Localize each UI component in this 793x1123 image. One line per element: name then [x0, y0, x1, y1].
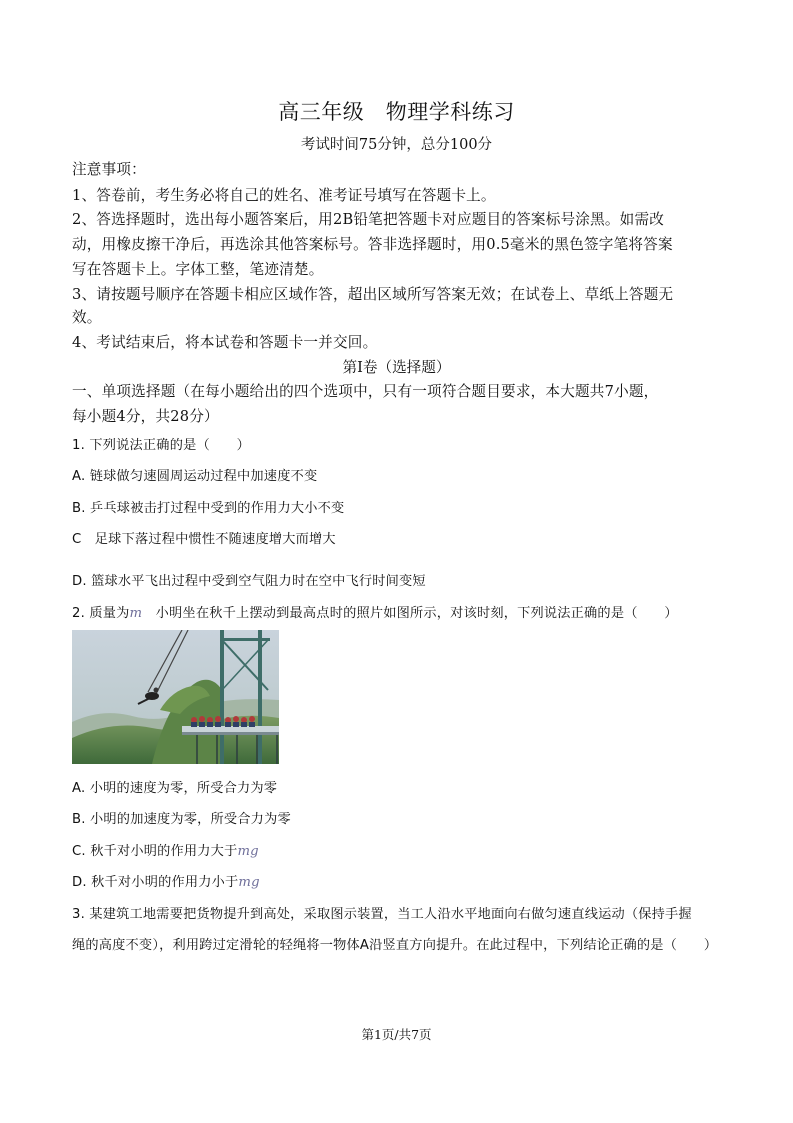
notice-item-2-line-3: 写在答题卡上。字体工整，笔迹清楚。 [72, 261, 324, 278]
q1-option-a: A. 链球做匀速圆周运动过程中加速度不变 [72, 469, 318, 484]
section-title: 第Ⅰ卷（选择题） [342, 359, 451, 376]
page-title: 高三年级 物理学科练习 [278, 100, 515, 124]
notice-item-4: 4、考试结束后，将本试卷和答题卡一并交回。 [72, 334, 378, 351]
notice-item-1: 1、答卷前，考生务必将自己的姓名、准考证号填写在答题卡上。 [72, 187, 496, 204]
notice-item-3-line-1: 3、请按题号顺序在答题卡相应区域作答，超出区域所写答案无效；在试卷上、草纸上答题无 [72, 286, 674, 303]
page-footer: 第1页/共7页 [361, 1027, 432, 1042]
mg-symbol: mg [237, 844, 259, 859]
q1-option-c: C 足球下落过程中惯性不随速度增大而增大 [72, 532, 336, 547]
q2-option-d [72, 871, 260, 890]
swing-photo-illustration [72, 630, 279, 764]
q3-stem-line-1: 3. 某建筑工地需要把货物提升到高处，采取图示装置，当工人沿水平地面向右做匀速直线运动（保持手握 [72, 907, 692, 922]
q2-option-a: A. 小明的速度为零，所受合力为零 [72, 781, 278, 796]
q2-option-c [72, 840, 259, 859]
q2-stem [72, 602, 678, 621]
q1-stem: 1. 下列说法正确的是（ ） [72, 438, 251, 453]
swing-photo [72, 630, 279, 764]
mg-symbol: mg [238, 875, 260, 890]
q2-option-c-text: C. 秋千对小明的作用力大于 [72, 844, 238, 859]
notice-item-3-line-2: 效。 [72, 309, 102, 326]
q1-option-b: B. 乒乓球被击打过程中受到的作用力大小不变 [72, 501, 345, 516]
q2-option-d-text: D. 秋千对小明的作用力小于 [72, 875, 239, 890]
notice-item-2-line-1: 2、答选择题时，选出每小题答案后，用2B铅笔把答题卡对应题目的答案标号涂黑。如需改 [72, 211, 665, 228]
q2-stem-prefix: 2. 质量为 [72, 606, 130, 621]
q2-stem-rest: 小明坐在秋千上摆动到最高点时的照片如图所示，对该时刻，下列说法正确的是（ ） [142, 606, 678, 621]
exam-subtitle: 考试时间75分钟，总分100分 [300, 137, 493, 153]
q3-stem-line-2: 绳的高度不变），利用跨过定滑轮的轻绳将一物体A沿竖直方向提升。在此过程中，下列结论正确的是（ ） [72, 938, 718, 953]
notice-heading: 注意事项： [72, 161, 146, 178]
part1-instruction-line-1: 一、单项选择题（在每小题给出的四个选项中，只有一项符合题目要求，本大题共7小题， [72, 383, 659, 400]
q2-option-b: B. 小明的加速度为零，所受合力为零 [72, 812, 291, 827]
part1-instruction-line-2: 每小题4分，共28分） [72, 408, 219, 425]
notice-item-2-line-2: 动，用橡皮擦干净后，再选涂其他答案标号。答非选择题时，用0.5毫米的黑色签字笔将答案 [72, 236, 673, 253]
mass-symbol: m [129, 606, 143, 621]
q1-option-d: D. 篮球水平飞出过程中受到空气阻力时在空中飞行时间变短 [72, 574, 426, 589]
